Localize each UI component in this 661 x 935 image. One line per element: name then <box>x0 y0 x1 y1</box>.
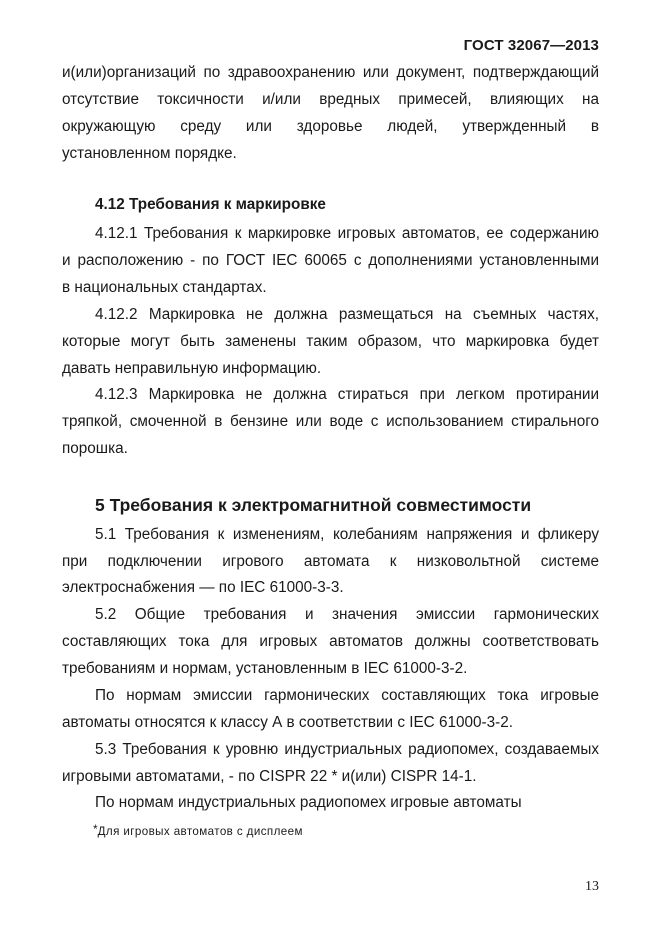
text-line: установленном порядке. <box>62 145 237 162</box>
standard-id: ГОСТ 32067—2013 <box>463 37 599 54</box>
page-number: 13 <box>585 879 599 894</box>
section-heading-5: 5 Требования к электромагнитной совместимости <box>95 495 532 515</box>
paragraph-4-12-3: 4.12.3 Маркировка не должна стираться при легком протирании <box>95 386 599 403</box>
text-line: окружающую среду или здоровье людей, утвержденный в <box>62 118 599 135</box>
footnote <box>93 822 303 838</box>
text-line: при подключении игрового автомата к низковольтной системе <box>62 553 599 570</box>
paragraph-4-12-2: 4.12.2 Маркировка не должна размещаться на съемных частях, <box>95 306 599 323</box>
text-line: которые могут быть заменены таким образом, что маркировка будет <box>62 333 599 350</box>
paragraph-5-1: 5.1 Требования к изменениям, колебаниям напряжения и фликеру <box>95 526 599 543</box>
section-heading-4-12: 4.12 Требования к маркировке <box>95 196 326 213</box>
paragraph-5-2: 5.2 Общие требования и значения эмиссии гармонических <box>95 606 599 623</box>
text-line: требованиям и нормам, установленным в IEC 61000-3-2. <box>62 660 468 677</box>
text-line: тряпкой, смоченной в бензине или воде с использованием стирального <box>62 413 599 430</box>
text-line: отсутствие токсичности и/или вредных примесей, влияющих на <box>62 91 599 108</box>
text-line: давать неправильную информацию. <box>62 360 322 377</box>
text-line: в национальных стандартах. <box>62 279 267 296</box>
text-line: игровыми автоматами, - по CISPR 22 * и(или) CISPR 14-1. <box>62 768 477 785</box>
paragraph-4-12-1: 4.12.1 Требования к маркировке игровых автоматов, ее содержанию <box>95 225 599 242</box>
text-line: составляющих тока для игровых автоматов должны соответствовать <box>62 633 599 650</box>
text-line: порошка. <box>62 440 128 457</box>
paragraph-harmonics-class: По нормам эмиссии гармонических составляющих тока игровые <box>95 687 599 704</box>
paragraph-5-3: 5.3 Требования к уровню индустриальных радиопомех, создаваемых <box>95 741 599 758</box>
text-line: и(или)организаций по здравоохранению или документ, подтверждающий <box>62 64 599 81</box>
footnote-mark: * <box>93 822 98 836</box>
footnote-text: Для игровых автоматов с дисплеем <box>97 825 303 838</box>
text-line: электроснабжения — по IEC 61000-3-3. <box>62 579 344 596</box>
paragraph-radio-interference: По нормам индустриальных радиопомех игровые автоматы <box>95 794 522 811</box>
text-line: автоматы относятся к классу А в соответствии с IEC 61000-3-2. <box>62 714 513 731</box>
text-line: и расположению - по ГОСТ IEC 60065 с дополнениями установленными <box>62 252 599 269</box>
